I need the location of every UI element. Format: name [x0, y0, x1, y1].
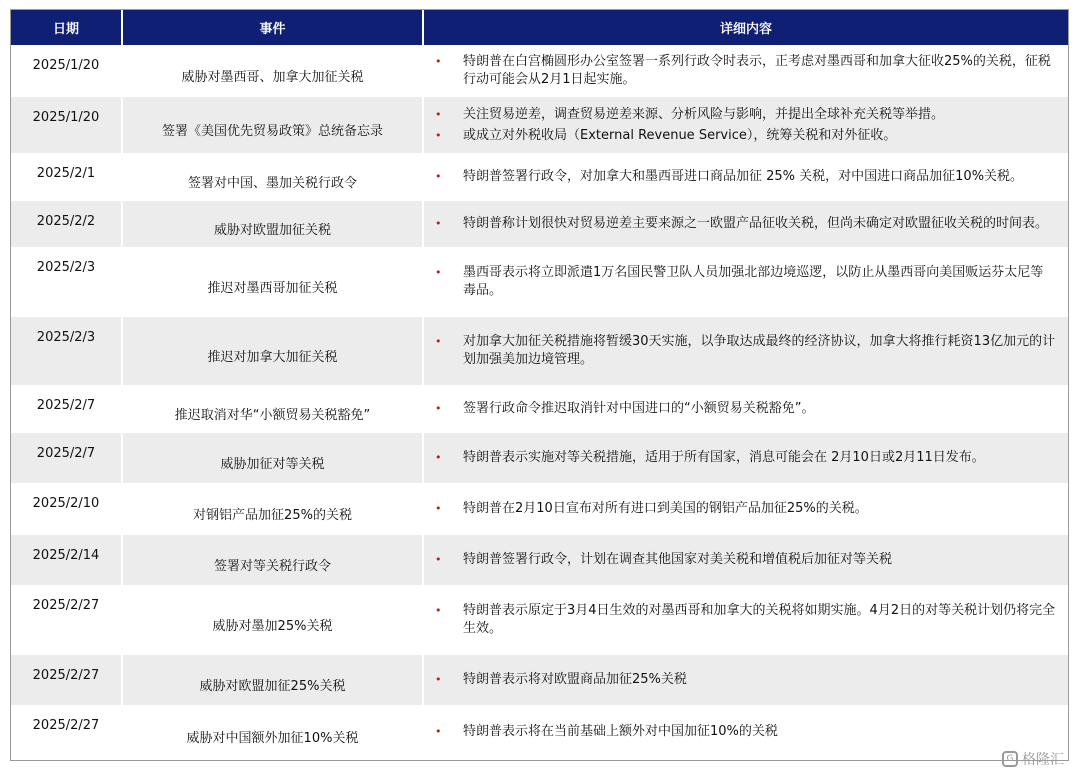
table-row — [11, 317, 1068, 385]
detail-bullet-item — [434, 400, 1056, 418]
row-detail — [423, 97, 1068, 153]
table-row — [11, 385, 1068, 433]
row-event: 签署对中国、墨加关税行政令 — [122, 153, 423, 201]
watermark-text: 格隆汇 — [1022, 752, 1064, 768]
detail-text: 特朗普称计划很快对贸易逆差主要来源之一欧盟产品征收关税，但尚未确定对欧盟征收关税的时间表。 — [463, 216, 1049, 231]
detail-bullet-item — [434, 106, 1056, 124]
row-event: 推迟对墨西哥加征关税 — [122, 247, 423, 317]
detail-text: 关注贸易逆差，调查贸易逆差来源、分析风险与影响，并提出全球补充关税等举措。 — [463, 106, 945, 122]
table-row — [11, 153, 1068, 201]
row-date: 2025/2/3 — [11, 317, 122, 385]
row-event: 对钢铝产品加征25%的关税 — [122, 483, 423, 535]
row-event: 威胁对中国额外加征10%关税 — [122, 705, 423, 759]
row-date: 2025/1/20 — [11, 45, 122, 97]
bullet-icon: • — [435, 725, 442, 738]
table-body — [11, 45, 1068, 759]
row-detail — [423, 45, 1068, 97]
detail-text: 墨西哥表示将立即派遣1万名国民警卫队人员加强北部边境巡逻，以防止从墨西哥向美国贩运芬太尼等毒品。 — [463, 265, 1044, 298]
row-date: 2025/2/27 — [11, 655, 122, 705]
detail-bullet-item — [434, 127, 1056, 145]
table-row — [11, 201, 1068, 247]
gelonghui-logo-icon: G — [1002, 751, 1018, 767]
row-event: 签署对等关税行政令 — [122, 535, 423, 585]
table-row — [11, 483, 1068, 535]
bullet-icon: • — [435, 502, 442, 515]
bullet-icon: • — [435, 107, 442, 121]
bullet-icon: • — [435, 402, 442, 415]
row-detail — [423, 385, 1068, 433]
bullet-icon: • — [435, 266, 442, 279]
bullet-icon: • — [435, 335, 442, 348]
detail-text: 特朗普表示将在当前基础上额外对中国加征10%的关税 — [463, 724, 778, 739]
row-event: 威胁对墨西哥、加拿大加征关税 — [122, 45, 423, 97]
table-row — [11, 535, 1068, 585]
row-date: 2025/2/14 — [11, 535, 122, 585]
detail-bullet-item — [434, 449, 1056, 467]
bullet-icon: • — [435, 170, 442, 183]
row-event: 威胁对墨加25%关税 — [122, 585, 423, 655]
row-date: 2025/2/1 — [11, 153, 122, 201]
table-row — [11, 655, 1068, 705]
header-detail: 详细内容 — [423, 10, 1068, 45]
bullet-icon: • — [435, 128, 442, 142]
row-date: 2025/2/3 — [11, 247, 122, 317]
header-date: 日期 — [11, 10, 122, 45]
row-date: 2025/1/20 — [11, 97, 122, 153]
row-detail — [423, 201, 1068, 247]
table-row — [11, 705, 1068, 759]
row-detail — [423, 705, 1068, 759]
detail-text: 特朗普表示原定于3月4日生效的对墨西哥和加拿大的关税将如期实施。4月2日的对等关税计划仍将完全生效。 — [463, 603, 1056, 636]
row-detail — [423, 247, 1068, 317]
detail-text: 特朗普表示实施对等关税措施，适用于所有国家，消息可能会在 2月10日或2月11日发布。 — [463, 450, 985, 465]
table-row — [11, 45, 1068, 97]
table-row — [11, 433, 1068, 483]
table-row — [11, 247, 1068, 317]
detail-bullet-item — [434, 264, 1056, 300]
row-date: 2025/2/2 — [11, 201, 122, 247]
bullet-icon: • — [435, 604, 442, 617]
detail-text: 特朗普签署行政令，对加拿大和墨西哥进口商品加征 25% 关税，对中国进口商品加征10%关税。 — [463, 169, 1024, 184]
row-detail — [423, 535, 1068, 585]
row-date: 2025/2/27 — [11, 705, 122, 759]
row-event: 威胁加征对等关税 — [122, 433, 423, 483]
row-event: 威胁对欧盟加征25%关税 — [122, 655, 423, 705]
bullet-icon: • — [435, 55, 442, 68]
detail-text: 签署行政命令推迟取消针对中国进口的“小额贸易关税豁免”。 — [463, 401, 815, 416]
detail-bullet-item — [434, 168, 1056, 186]
row-detail — [423, 153, 1068, 201]
table-row — [11, 97, 1068, 153]
row-event: 签署《美国优先贸易政策》总统备忘录 — [122, 97, 423, 153]
detail-text: 对加拿大加征关税措施将暂缓30天实施，以争取达成最终的经济协议，加拿大将推行耗资13亿加元的计划加强美加边境管理。 — [463, 334, 1056, 367]
row-detail — [423, 585, 1068, 655]
table-row — [11, 585, 1068, 655]
row-date: 2025/2/7 — [11, 433, 122, 483]
detail-bullet-item — [434, 215, 1056, 233]
detail-text: 特朗普签署行政令，计划在调查其他国家对美关税和增值税后加征对等关税 — [463, 552, 893, 567]
row-detail — [423, 655, 1068, 705]
table-header-row — [11, 10, 1068, 45]
row-date: 2025/2/27 — [11, 585, 122, 655]
detail-bullet-item — [434, 671, 1056, 689]
row-detail — [423, 317, 1068, 385]
detail-bullet-item — [434, 53, 1056, 89]
detail-bullet-item — [434, 551, 1056, 569]
detail-bullet-item — [434, 723, 1056, 741]
detail-text: 特朗普在白宫椭圆形办公室签署一系列行政令时表示，正考虑对墨西哥和加拿大征收25%的关税，征税行动可能会从2月1日起实施。 — [463, 54, 1051, 87]
row-event: 推迟对加拿大加征关税 — [122, 317, 423, 385]
detail-text: 特朗普在2月10日宣布对所有进口到美国的钢铝产品加征25%的关税。 — [463, 501, 868, 516]
row-event: 威胁对欧盟加征关税 — [122, 201, 423, 247]
header-event: 事件 — [122, 10, 423, 45]
bullet-icon: • — [435, 553, 442, 566]
row-event: 推迟取消对华“小额贸易关税豁免” — [122, 385, 423, 433]
row-detail — [423, 433, 1068, 483]
detail-text: 或成立对外税收局（External Revenue Service），统筹关税和对外征收。 — [463, 127, 897, 143]
detail-bullet-item — [434, 500, 1056, 518]
row-detail — [423, 483, 1068, 535]
watermark — [1002, 749, 1064, 769]
detail-text: 特朗普表示将对欧盟商品加征25%关税 — [463, 672, 687, 687]
detail-bullet-item — [434, 333, 1056, 369]
bullet-icon: • — [435, 673, 442, 686]
row-date: 2025/2/7 — [11, 385, 122, 433]
bullet-icon: • — [435, 451, 442, 464]
row-date: 2025/2/10 — [11, 483, 122, 535]
bullet-icon: • — [435, 217, 442, 230]
tariff-events-table — [11, 10, 1068, 759]
detail-bullet-item — [434, 602, 1056, 638]
